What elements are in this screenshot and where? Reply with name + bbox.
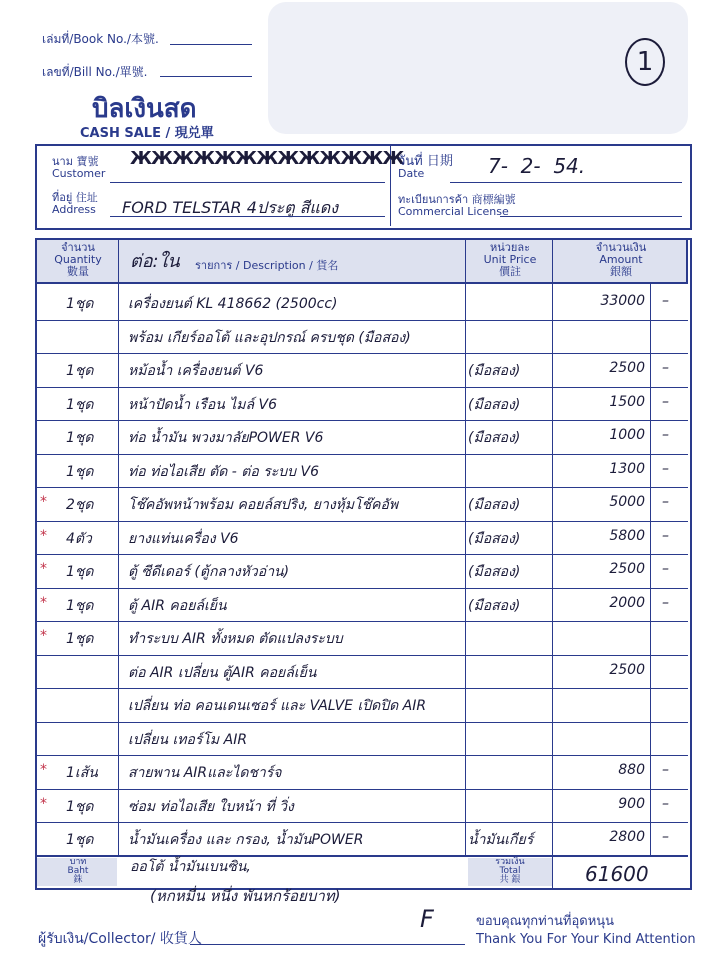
header-amount-th: จำนวนเงิน [595, 241, 647, 254]
header-amount [556, 242, 686, 278]
row-divider [35, 722, 688, 723]
page-mark: 1 [625, 38, 665, 86]
header-unit-en: Unit Price [483, 253, 537, 266]
row-description: ยางแท่นเครื่อง V6 [128, 531, 239, 547]
license-label-en: Commercial License [398, 205, 509, 218]
row-amount: 2800 [609, 829, 645, 845]
row-divider [35, 688, 688, 689]
row-description: หน้าปัดน้ำ เรือน ไมล์ V6 [128, 397, 278, 413]
row-quantity: 1ชุด [66, 832, 94, 848]
row-mark: * [40, 595, 47, 611]
row-description: ตู้ AIR คอยล์เย็น [128, 598, 227, 614]
customer-name-value: ЖЖЖЖЖЖЖЖЖЖЖЖЖ [130, 148, 404, 169]
row-divider [35, 420, 688, 421]
row-dash: – [662, 461, 669, 477]
row-description: ตู้ ซีดีเดอร์ (ตู้กลางหัวอ่าน) [128, 564, 290, 580]
row-dash: – [662, 528, 669, 544]
row-amount: 880 [618, 762, 645, 778]
row-description: ต่อ AIR เปลี่ยน ตู้AIR คอยล์เย็น [128, 665, 317, 681]
book-no-label: เล่มที่/Book No./本號. [42, 32, 159, 46]
date-label-th: วันที่ 日期 [398, 154, 453, 169]
signature: F [420, 905, 434, 933]
row-divider [35, 454, 688, 455]
row-description: เปลี่ยน ท่อ คอนเดนเซอร์ และ VALVE เปิดปิด AIR [128, 698, 427, 714]
row-unit-price: (มือสอง) [468, 598, 521, 614]
row-mark: * [40, 762, 47, 778]
total-value: 61600 [585, 862, 649, 886]
row-divider [35, 755, 688, 756]
row-mark: * [40, 628, 47, 644]
row-mark: * [40, 494, 47, 510]
row-description: ซ่อม ท่อไอเสีย ใบหน้า ที่ วิ่ง [128, 799, 294, 815]
row-dash: – [662, 394, 669, 410]
thanks-english: Thank You For Your Kind Attention [476, 932, 696, 947]
row-divider [35, 320, 688, 321]
collector-line [190, 944, 465, 945]
row-unit-price: (มือสอง) [468, 497, 521, 513]
row-amount: 1000 [609, 427, 645, 443]
header-unit-cn: 價註 [499, 265, 521, 278]
total-label-th: รวมเงิน [495, 857, 525, 867]
row-dash: – [662, 427, 669, 443]
header-quantity-cn: 數量 [67, 265, 89, 278]
row-divider [35, 554, 688, 555]
row-dash: – [662, 494, 669, 510]
row-unit-price: น้ำมันเกียร์ [468, 832, 534, 848]
row-amount: 2500 [609, 561, 645, 577]
row-description: สายพาน AIRและไดชาร์จ [128, 765, 282, 781]
book-no-line [170, 44, 252, 45]
date-label [398, 156, 453, 180]
header-quantity-en: Quantity [54, 253, 102, 266]
col-divider-amount [650, 284, 651, 856]
row-divider [35, 621, 688, 622]
row-quantity: 1ชุด [66, 430, 94, 446]
row-description: ท่อ น้ำมัน พวงมาลัยPOWER V6 [128, 430, 324, 446]
total-label-en: Total [499, 866, 521, 876]
row-amount: 33000 [600, 293, 645, 309]
address-label [52, 192, 98, 216]
customer-label-th: นาม 寶號 [52, 155, 99, 168]
row-dash: – [662, 595, 669, 611]
row-amount: 1500 [609, 394, 645, 410]
row-quantity: 1ชุด [66, 564, 94, 580]
row-dash: – [662, 796, 669, 812]
row-mark: * [40, 796, 47, 812]
header-amount-en: Amount [599, 253, 643, 266]
row-dash: – [662, 829, 669, 845]
row-mark: * [40, 528, 47, 544]
col-divider-qty [118, 238, 119, 856]
row-dash: – [662, 561, 669, 577]
row-divider [35, 387, 688, 388]
baht-label-cn: 銖 [73, 875, 83, 885]
customer-line [110, 182, 385, 183]
row-quantity: 1ชุด [66, 631, 94, 647]
collector-label: ผู้รับเงิน/Collector/ 收貨人 [38, 931, 202, 947]
row-amount: 1300 [609, 461, 645, 477]
baht-label-th: บาท [69, 857, 87, 867]
baht-words-line2: (หกหมื่น หนึ่ง พันหกร้อยบาท) [150, 887, 341, 905]
row-description: ท่อ ท่อไอเสีย ตัด - ต่อ ระบบ V6 [128, 464, 319, 480]
thanks-thai: ขอบคุณทุกท่านที่อุดหนุน [476, 914, 615, 929]
row-unit-price: (มือสอง) [468, 564, 521, 580]
row-amount: 5800 [609, 528, 645, 544]
row-quantity: 1เส้น [66, 765, 98, 781]
bill-no-label: เลขที่/Bill No./單號. [42, 65, 148, 79]
row-divider [35, 588, 688, 589]
row-amount: 2000 [609, 595, 645, 611]
row-description: พร้อม เกียร์ออโต้ และอุปกรณ์ ครบชุด (มือสอง) [128, 330, 411, 346]
header-quantity-th: จำนวน [61, 241, 95, 254]
address-label-th: ที่อยู่ 住址 [52, 191, 98, 204]
row-amount: 2500 [609, 360, 645, 376]
header-amount-cn: 銀額 [610, 265, 632, 278]
row-description: โช๊คอัพหน้าพร้อม คอยล์สปริง, ยางหุ้มโช๊คอัพ [128, 497, 399, 513]
row-quantity: 2ชุด [66, 497, 94, 513]
license-line [500, 216, 682, 217]
row-unit-price: (มือสอง) [468, 397, 521, 413]
total-label [470, 858, 550, 885]
row-description: น้ำมันเครื่อง และ กรอง, น้ำมันPOWER [128, 832, 364, 848]
row-quantity: 1ชุด [66, 397, 94, 413]
row-divider [35, 353, 688, 354]
row-quantity: 1ชุด [66, 598, 94, 614]
row-description: ทำระบบ AIR ทั้งหมด ตัดแปลงระบบ [128, 631, 343, 647]
header-description: รายการ / Description / 貨名 [195, 259, 339, 272]
row-amount: 5000 [609, 494, 645, 510]
row-amount: 2500 [609, 662, 645, 678]
customer-label-en: Customer [52, 167, 106, 180]
row-quantity: 1ชุด [66, 799, 94, 815]
baht-label-en: Baht [67, 866, 89, 876]
row-description: หม้อน้ำ เครื่องยนต์ V6 [128, 363, 264, 379]
row-dash: – [662, 762, 669, 778]
row-dash: – [662, 360, 669, 376]
row-description: เปลี่ยน เทอร์โม AIR [128, 732, 248, 748]
row-quantity: 4ตัว [66, 531, 92, 547]
row-quantity: 1ชุด [66, 363, 94, 379]
row-description: เครื่องยนต์ KL 418662 (2500cc) [128, 296, 338, 312]
date-line [450, 182, 682, 183]
row-amount: 900 [618, 796, 645, 812]
header-unit-th: หน่วยละ [489, 241, 531, 254]
total-label-cn: 共 銀 [499, 875, 521, 885]
baht-words-line1: ออโต้ น้ำมันเบนซิน, [130, 859, 251, 875]
row-divider [35, 487, 688, 488]
row-unit-price: (มือสอง) [468, 531, 521, 547]
license-label [398, 194, 516, 218]
license-label-th: ทะเบียนการค้า 商標編號 [398, 193, 516, 206]
row-divider [35, 822, 688, 823]
address-line [110, 216, 385, 217]
row-divider [35, 655, 688, 656]
col-divider-desc [465, 238, 466, 856]
date-value: 7- 2- 54. [488, 154, 586, 178]
header-quantity [40, 242, 116, 278]
customer-label [52, 156, 105, 180]
title-english: CASH SALE / 現兑單 [80, 126, 214, 141]
row-unit-price: (มือสอง) [468, 363, 521, 379]
col-divider-unit [552, 238, 553, 888]
bill-no-line [160, 76, 252, 77]
row-unit-price: (มือสอง) [468, 430, 521, 446]
header-unit-price [470, 242, 550, 278]
header-description-handwritten: ต่อ:ใน [130, 251, 180, 272]
address-label-en: Address [52, 203, 96, 216]
row-divider [35, 521, 688, 522]
row-divider [35, 789, 688, 790]
date-label-en: Date [398, 167, 425, 180]
address-value: FORD TELSTAR 4ประตู สีแดง [122, 198, 339, 217]
baht-label [40, 858, 116, 885]
row-mark: * [40, 561, 47, 577]
title-thai: บิลเงินสด [92, 94, 197, 124]
row-quantity: 1ชุด [66, 296, 94, 312]
row-dash: – [662, 293, 669, 309]
row-quantity: 1ชุด [66, 464, 94, 480]
